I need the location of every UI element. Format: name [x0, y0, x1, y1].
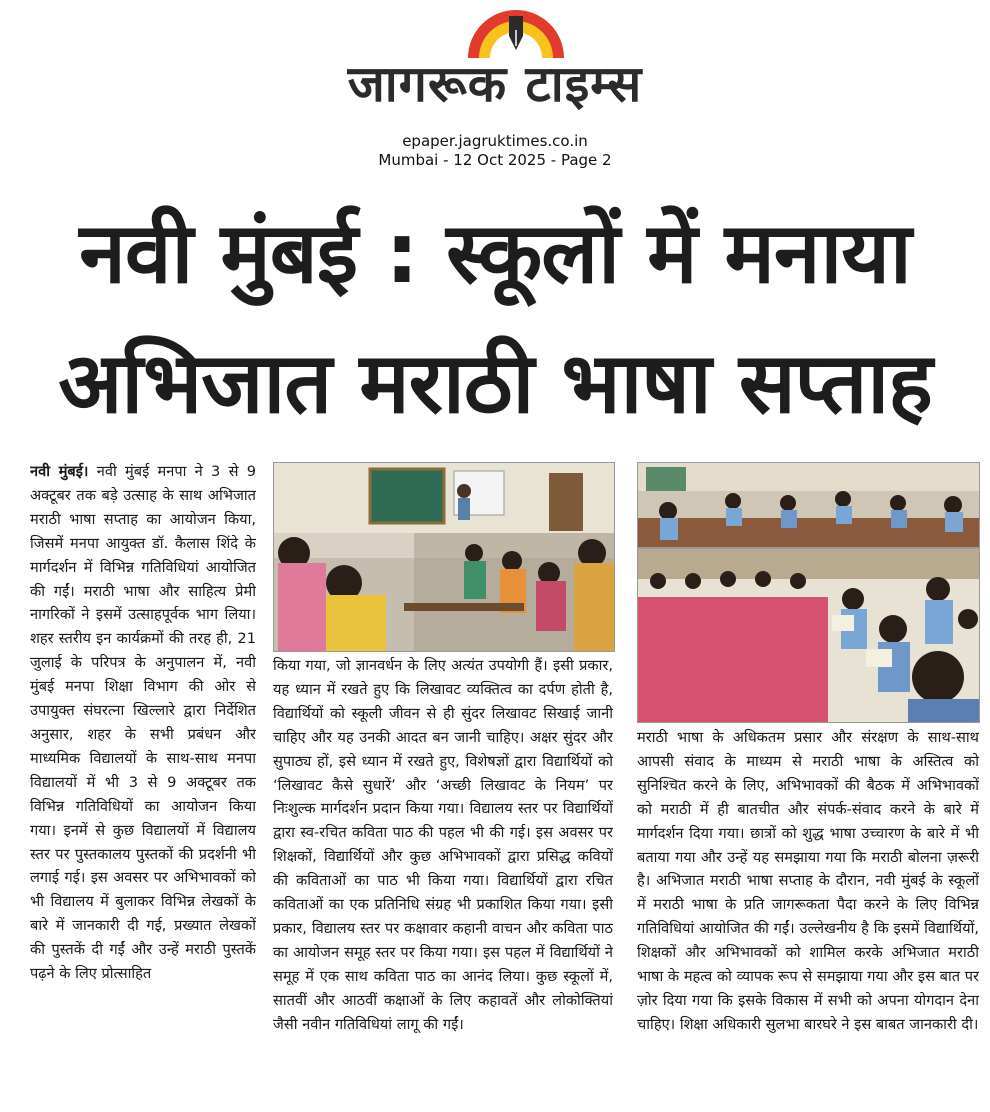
- column-2-text: किया गया, जो ज्ञानवर्धन के लिए अत्यंत उपयोगी हैं। इसी प्रकार, यह ध्यान में रखते हुए कि लिखावट व्यक्तित्व का दर्पण होती है, विद्यार्थियों को स्कूली जीवन से ही सुंदर लिखावट सिखाई जानी चाहिए और यह उनकी आदत बन जानी चाहिए। अक्षर सुंदर और सुपाठ्य हों, इसे ध्यान में रखते हुए, विशेषज्ञों द्वारा विद्यार्थियों को ‘लिखावट कैसे सुधारें’ और ‘अच्छी लिखावट के नियम’ पर निःशुल्क मार्गदर्शन प्रदान किया गया। विद्यालय स्तर पर विद्यार्थियों द्वारा स्व-रचित कविता पाठ की पहल भी की गई। इस अवसर पर शिक्षकों, विद्यार्थियों और कुछ अभिभावकों द्वारा प्रसिद्ध कवियों की कविताओं का पाठ भी किया गया। विद्यार्थियों द्वारा रचित कविताओं का एक प्रतिनिधि संग्रह भी प्रकाशित किया गया। इसी प्रकार, विद्यालय स्तर पर कक्षावार कहानी वाचन और कविता पाठ का आयोजन समूह स्तर पर किया गया। इस पहल में विद्यार्थियों ने समूह में एक साथ कविता पाठ का आनंद लिया। कुछ स्कूलों में, सातवीं और आठवीं कक्षाओं के लिए कहावतें और लोकोक्तियां जैसी नवीन गतिविधियां लागू की गईं।: [273, 657, 613, 1033]
- column-1-text: नवी मुंबई मनपा ने 3 से 9 अक्टूबर तक बड़े उत्साह के साथ अभिजात मराठी भाषा सप्ताह का आयोजन किया, जिसमें मनपा आयुक्त डॉ. कैलास शिंदे के मार्गदर्शन में विभिन्न गतिविधियां आयोजित की गईं। मराठी भाषा और साहित्य प्रेमी नागरिकों ने इसमें उत्साहपूर्वक भाग लिया। शहर स्तरीय इन कार्यक्रमों की तरह ही, 21 जुलाई के परिपत्र के अनुपालन में, नवी मुंबई मनपा शिक्षा विभाग की ओर से उपायुक्त संघरत्ना खिल्लारे द्वारा निर्देशित अनुसार, शहर के सभी प्रबंधन और माध्यमिक विद्यालयों के साथ-साथ मनपा विद्यालयों में भी 3 से 9 अक्टूबर तक विभिन्न गतिविधियों का आयोजन किया गया। इनमें से कुछ विद्यालयों में विद्यालय स्तर पर पुस्तकालय पुस्तकों की प्रदर्शनी भी लगाई गई। इस अवसर पर अभिभावकों को भी विद्यालय में बुलाकर विभिन्न लेखकों के बारे में जानकारी दी गई, प्रख्यात लेखकों की पुस्तकें दी गईं और उन्हें मराठी पुस्तकें पढ़ने के लिए प्रोत्साहित: [30, 463, 256, 983]
- article-column-3: [637, 726, 979, 1110]
- newspaper-logo: [300, 6, 690, 118]
- website-url: epaper.jagruktimes.co.in: [402, 132, 588, 150]
- masthead: [0, 0, 990, 180]
- headline: [12, 188, 978, 448]
- article-column-2: [273, 654, 613, 1110]
- headline-line-2: अभिजात मराठी भाषा सप्ताह: [58, 334, 932, 432]
- headline-line-1: नवी मुंबई : स्कूलों में मनाया: [79, 204, 911, 302]
- edition-info: [0, 132, 990, 170]
- dateline: नवी मुंबई।: [30, 463, 89, 480]
- students-classroom-photo: [637, 462, 980, 548]
- reading-activity-photo: [637, 548, 980, 723]
- article-column-1: [30, 460, 256, 1110]
- classroom-photo: [273, 462, 615, 652]
- logo-wordmark: जागरूक टाइम्स: [347, 55, 643, 113]
- edition-date-page: Mumbai - 12 Oct 2025 - Page 2: [378, 151, 612, 169]
- column-3-text: मराठी भाषा के अधिकतम प्रसार और संरक्षण के साथ-साथ आपसी संवाद के माध्यम से मराठी भाषा के अस्तित्व को सुनिश्चित करने के लिए, अभिभावकों की बैठक में अभिभावकों को मराठी में ही बातचीत और संपर्क-संवाद करने के बारे में मार्गदर्शन दिया गया। छात्रों को शुद्ध भाषा उच्चारण के बारे में भी बताया गया और उन्हें यह समझाया गया कि मराठी बोलना ज़रूरी है। अभिजात मराठी भाषा सप्ताह के दौरान, नवी मुंबई के स्कूलों में मराठी भाषा के प्रति जागरूकता पैदा करने के लिए विभिन्न गतिविधियां आयोजित की गईं। उल्लेखनीय है कि इसमें विद्यार्थियों, शिक्षकों और अभिभावकों को शामिल करके अभिजात मराठी भाषा के महत्व को व्यापक रूप से समझाया गया और इस बात पर ज़ोर दिया गया कि इसके विकास में सभी को अपना योगदान देना चाहिए। शिक्षा अधिकारी सुलभा बारघरे ने इस बाबत जानकारी दी।: [637, 729, 979, 1033]
